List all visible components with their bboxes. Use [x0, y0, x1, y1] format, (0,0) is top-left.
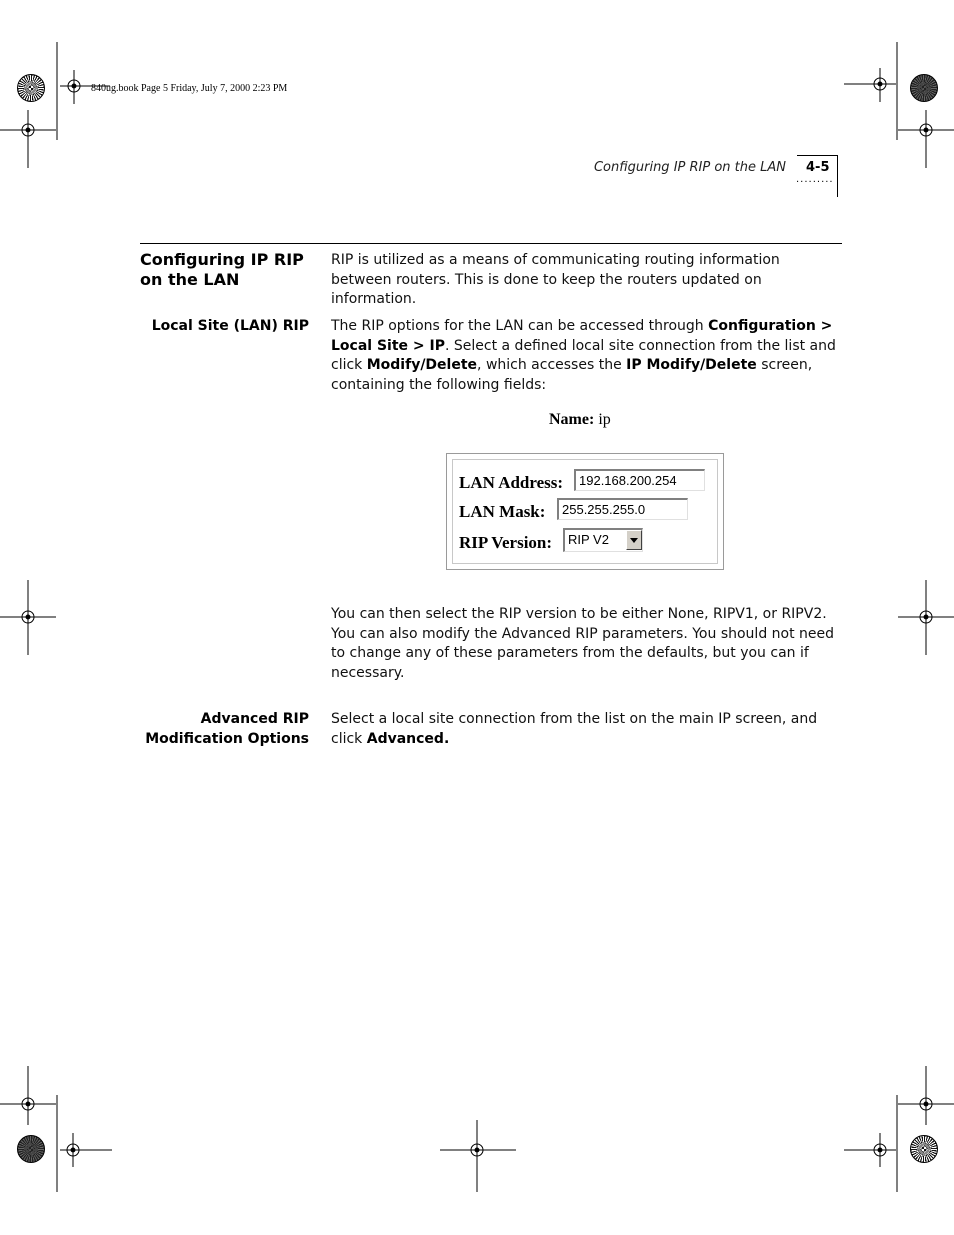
- running-head: Configuring IP RIP on the LAN: [593, 160, 786, 175]
- lan-mask-input[interactable]: 255.255.255.0: [557, 498, 688, 520]
- color-wheel-icon: [17, 1135, 45, 1163]
- page-tab-dots: ·········: [796, 177, 834, 188]
- intro-paragraph: RIP is utilized as a means of communicating routing information between routers. This is done to keep the routers updated on information.: [331, 252, 780, 308]
- print-info: 840ug.book Page 5 Friday, July 7, 2000 2:23 PM: [91, 83, 288, 94]
- color-wheel-icon: [910, 74, 938, 102]
- subheading-local-site: Local Site (LAN) RIP: [151, 318, 309, 334]
- lan-address-input[interactable]: 192.168.200.254: [574, 469, 705, 491]
- page-number: 4-5: [806, 160, 830, 175]
- lan-address-label: LAN Address:: [459, 473, 564, 492]
- figure-name: Name: ip: [549, 411, 611, 428]
- local-site-paragraph: The RIP options for the LAN can be accessed through Configuration > Local Site > IP. Select a defined local site connection from the list and click Modify/Delete, which accesses the IP Modify/Delete screen, containing the following fields:: [331, 318, 836, 394]
- advanced-paragraph: Select a local site connection from the list on the main IP screen, and click Advanced.: [331, 711, 818, 747]
- color-wheel-icon: [910, 1135, 938, 1163]
- subheading-advanced-rip: Advanced RIP Modification Options: [145, 711, 309, 747]
- rip-version-paragraph: You can then select the RIP version to be either None, RIPV1, or RIPV2. You can also modify the Advanced RIP parameters. You should not need to change any of these parameters from the defaults, but you can if necessary.: [331, 606, 835, 682]
- lan-mask-label: LAN Mask:: [459, 502, 546, 521]
- rip-version-label: RIP Version:: [459, 533, 553, 552]
- section-heading: Configuring IP RIP on the LAN: [140, 250, 304, 289]
- rip-version-value: RIP V2: [568, 532, 609, 547]
- color-wheel-icon: [17, 74, 45, 102]
